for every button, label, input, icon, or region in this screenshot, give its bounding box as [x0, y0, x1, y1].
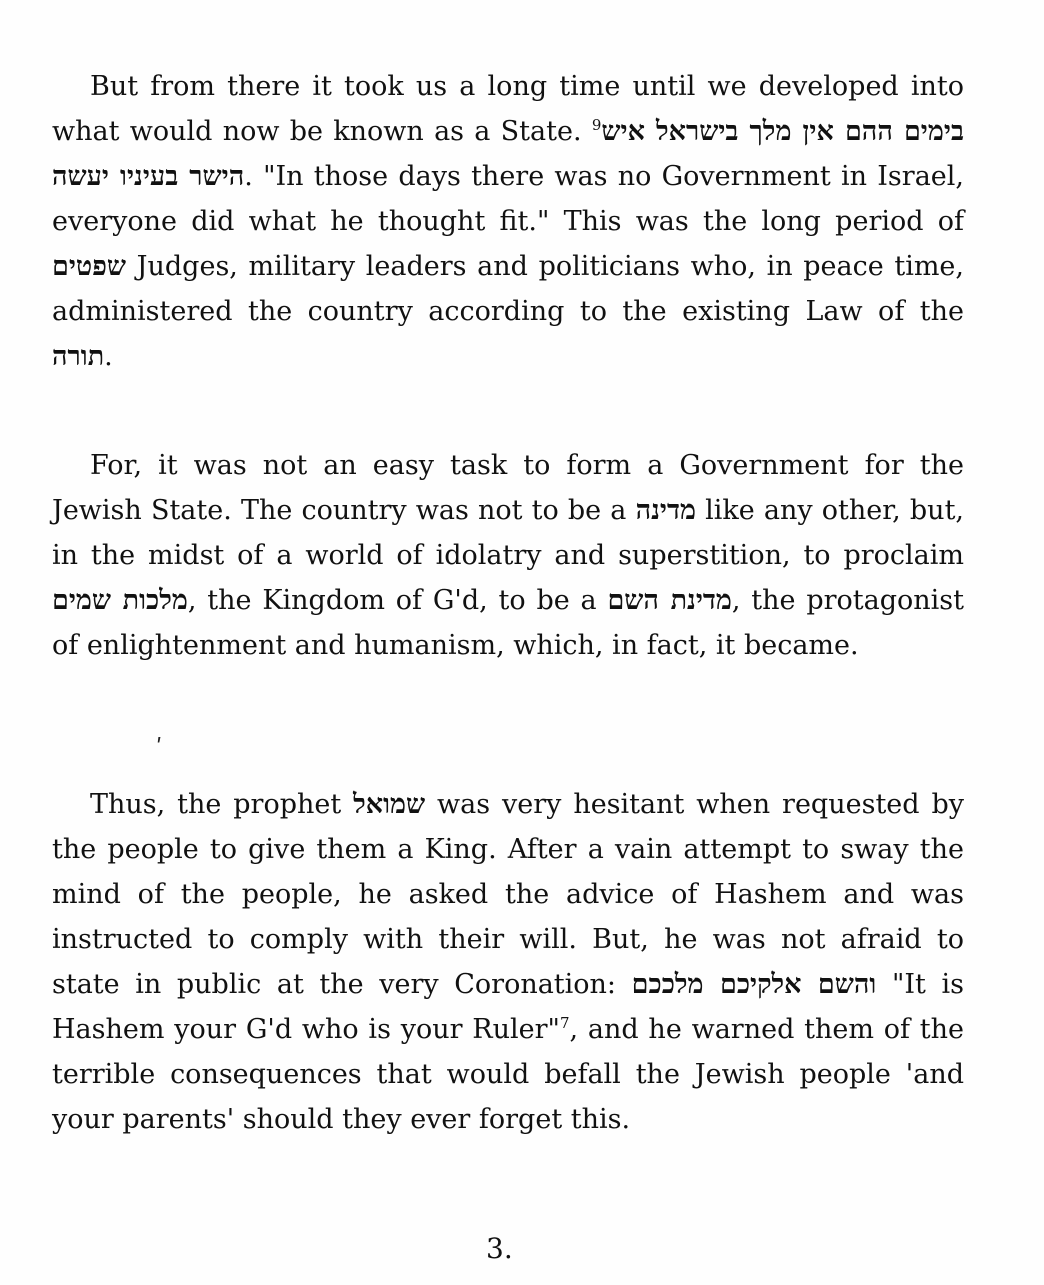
footnote-marker: 9	[591, 116, 602, 134]
text-segment: , the protagonist of enlightenment and humanism, which, in fact, it became.	[52, 585, 965, 661]
text-segment: But from there it took us a long time until we developed into what would now be known as a State.	[52, 71, 964, 147]
hebrew-term: מלכות שמים	[52, 585, 188, 616]
text-segment: For, it was not an easy task to form a Government for the Jewish State. The country was not to be a	[52, 450, 964, 526]
text-segment: . "In those days there was no Government in Israel, everyone did what he thought fit." This was the long period of	[52, 161, 964, 237]
text-segment: Judges, military leaders and politicians who, in peace time, administered the country according to the existing Law of the	[52, 251, 964, 327]
page-number: 3.	[486, 1232, 513, 1265]
hebrew-term: מדינה	[635, 495, 696, 526]
paragraph-3	[52, 782, 964, 1142]
hebrew-term: שפטים	[52, 251, 127, 282]
footnote-marker: 7	[559, 1014, 570, 1032]
paragraph-1	[52, 64, 964, 379]
paragraph-2	[52, 443, 964, 668]
text-segment: like any other, but, in the midst of a world of idolatry and superstition, to proclaim	[52, 495, 964, 571]
hebrew-quote: והשם אלקיכם מלככם	[631, 969, 877, 1000]
text-segment: , the Kingdom of G'd, to be a	[187, 585, 608, 616]
hebrew-quote: בימים ההם אין מלך בישראל איש הישר בעיניו יעשה	[52, 116, 964, 192]
hebrew-term: שמואל	[353, 789, 426, 820]
hebrew-term: תורה	[52, 341, 105, 372]
text-segment: .	[104, 341, 113, 372]
hebrew-term: מדינת השם	[607, 585, 732, 616]
text-segment: Thus, the prophet	[90, 789, 354, 820]
text-segment: , and he warned them of the terrible consequences that would befall the Jewish people 'and your parents' should they ever forget this.	[52, 1014, 964, 1135]
stray-print-mark: ʹ	[156, 736, 163, 761]
text-segment: was very hesitant when requested by the people to give them a King. After a vain attempt to sway the mind of the people, he asked the advice of Hashem and was instructed to comply with their will. But, he was not afraid to state in public at the very Coronation:	[52, 789, 964, 1000]
text-segment: "It is Hashem your G'd who is your Ruler"	[52, 969, 964, 1045]
